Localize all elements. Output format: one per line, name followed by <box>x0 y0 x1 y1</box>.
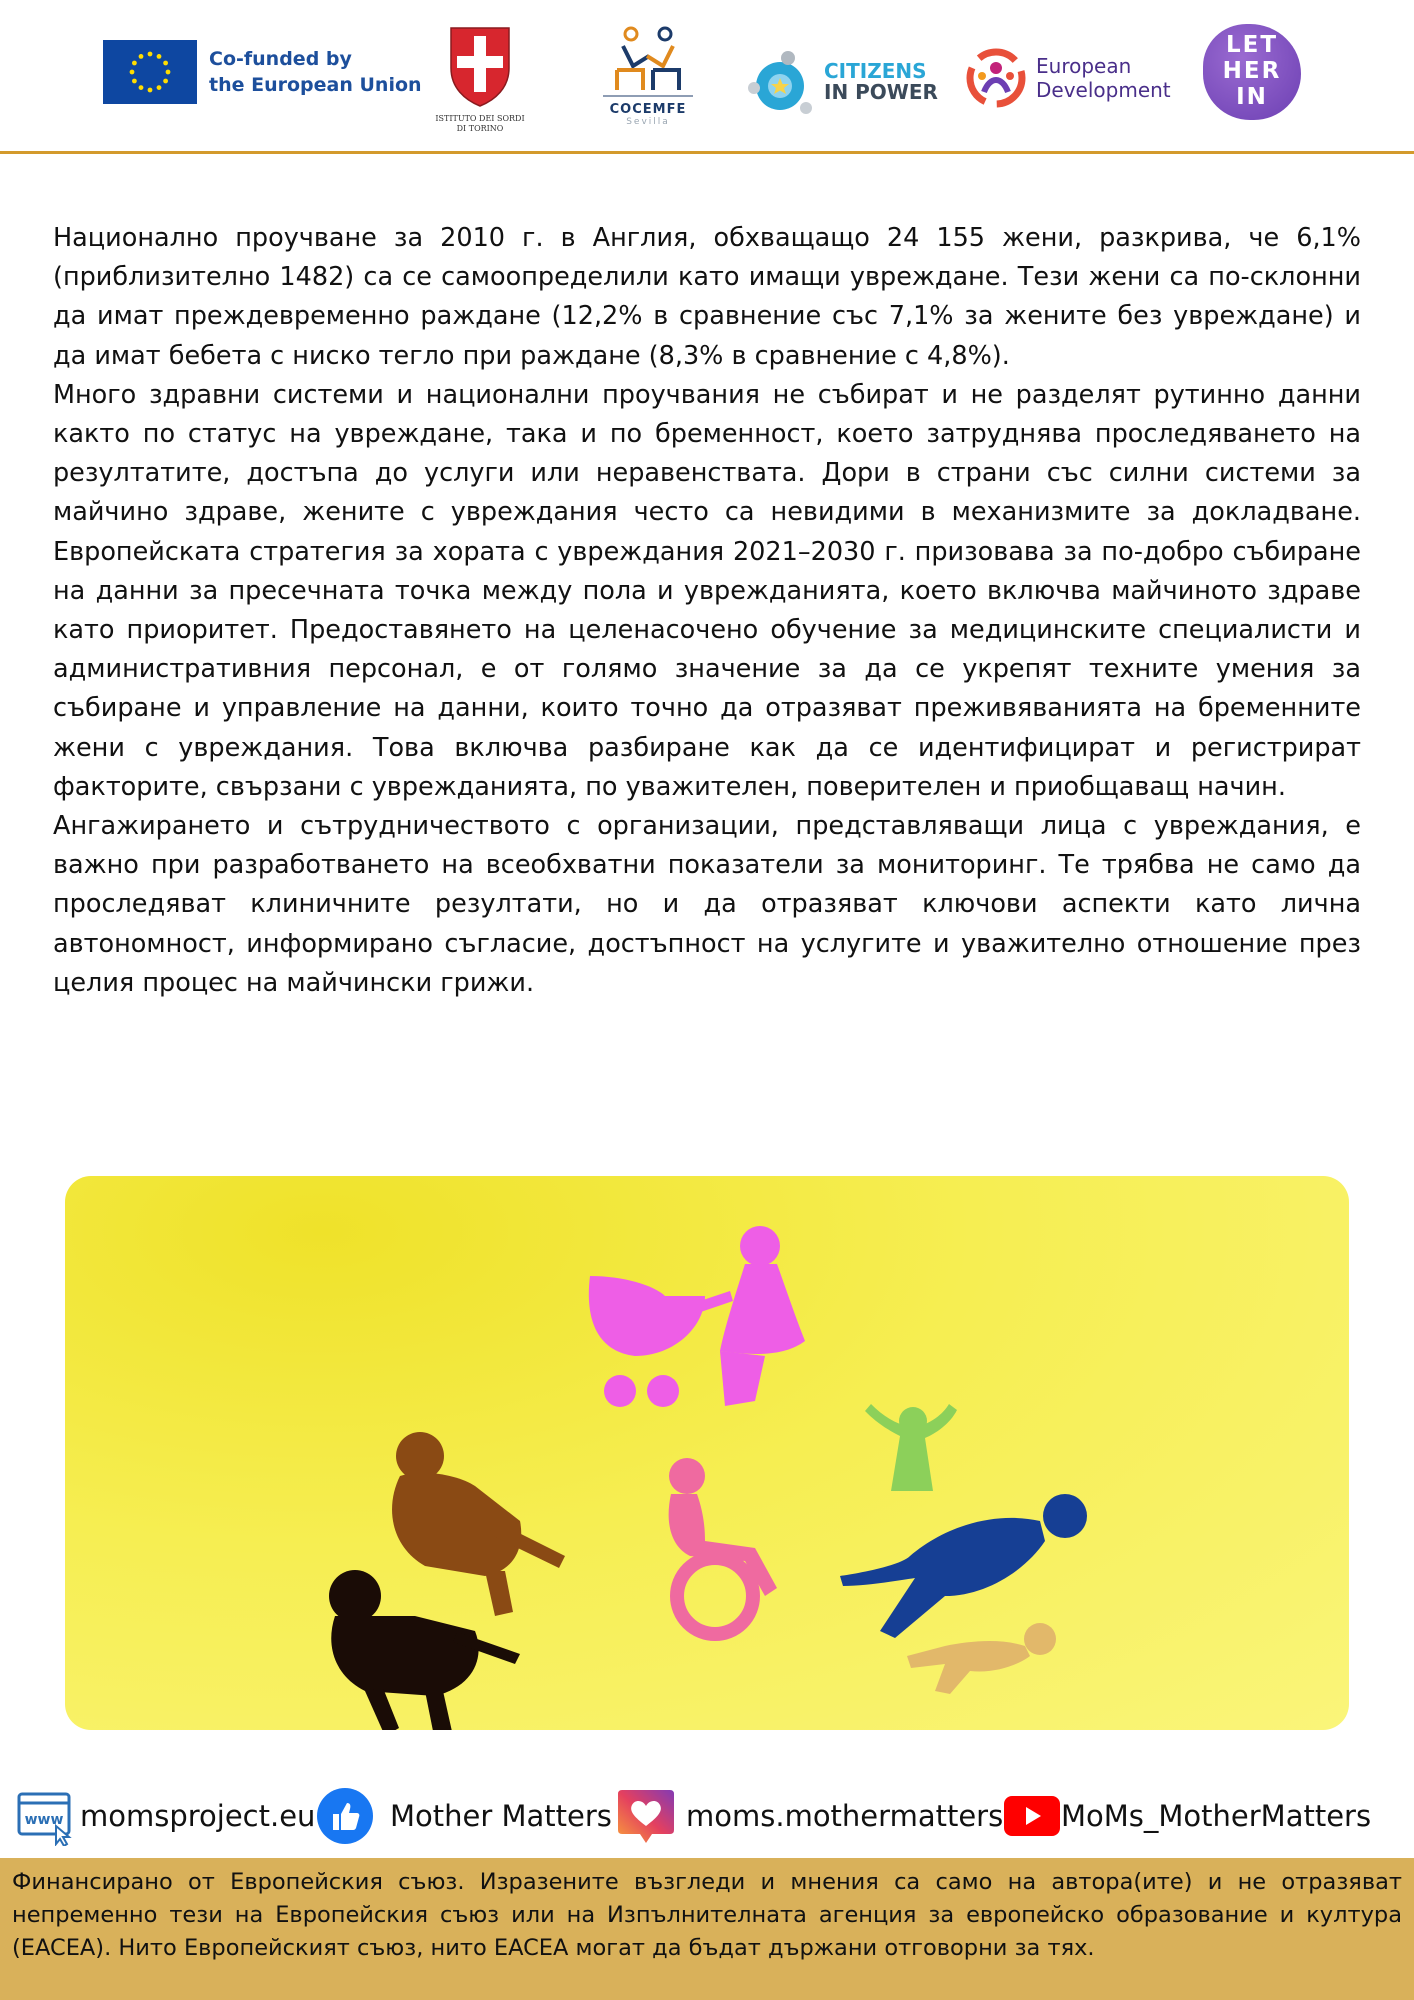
disclaimer-text: Финансирано от Европейския съюз. Изразените възгледи и мнения са само на автора(ите) и не отразяват непременно тези на Европейския съюз или на Изпълнителната агенция за европейско образование и култура (EACEA). Нито Европейският съюз, нито EACEA могат да бъдат държани отговорни за тях. <box>12 1869 1402 1961</box>
citizens-in-power-logo <box>744 46 938 118</box>
cocemfe-name: COCEMFE <box>609 102 687 117</box>
eu-logo-text-line2: the European Union <box>209 74 422 96</box>
website-label: momsproject.eu <box>80 1799 316 1833</box>
let-her-in-logo <box>1203 24 1301 120</box>
instagram-label: moms.mothermatters <box>686 1799 1004 1833</box>
main-content <box>53 219 1361 1003</box>
red-cross-shield-icon <box>445 22 515 108</box>
mother-with-stroller-figure <box>589 1226 805 1407</box>
eu-disclaimer-footer <box>0 1858 1414 2000</box>
www-browser-icon <box>16 1786 76 1846</box>
torino-caption-line1: ISTITUTO DEI SORDI <box>435 114 525 123</box>
youtube-play-icon <box>1003 1794 1061 1838</box>
eudev-line1: European <box>1036 54 1132 78</box>
citizens-line1: CITIZENS <box>824 59 927 83</box>
small-tan-figure <box>907 1623 1056 1694</box>
youtube-link[interactable] <box>1003 1786 1371 1846</box>
facebook-label: Mother Matters <box>390 1799 612 1833</box>
two-people-handshake-icon <box>603 26 693 98</box>
paragraph-engagement: Ангажирането и сътрудничеството с организации, представляващи лица с увреждания, е важно при разработването на всеобхватни показатели за мониторинг. Те трябва не само да проследяват клиничните резултати, но и да отразяват ключови аспекти като лична автономност, информирано съгласие, достъпност на услугите и уважително отношение през целия процес на майчински грижи. <box>53 811 1361 998</box>
eudev-line2: Development <box>1036 78 1171 102</box>
european-development-logo <box>964 46 1171 110</box>
colorful-people-circle-icon <box>964 46 1028 110</box>
citizens-globe-icon <box>744 46 816 118</box>
citizens-line2: IN POWER <box>824 80 938 104</box>
paragraph-health-systems: Много здравни системи и национални проучвания не събират и не разделят рутинно данни както по статус на увреждане, така и по бременност, което затруднява проследяването на резултатите, достъпа до услуги или неравенствата. Дори в страни със силни системи за майчино здраве, жените с увреждания често са невидими в механизмите за докладване. Европейската стратегия за хората с увреждания 2021–2030 г. призовава за по-добро събиране на данни за пресечната точка между пола и уврежданията, което включва майчиното здраве като приоритет. Предоставянето на целенасочено обучение за медицинските специалисти и административния персонал, е от голямо значение за да се укрепят техните умения за събиране и управление на данни, които точно да отразяват преживяванията на бременните жени с увреждания. Това включва разбиране как да се идентифицират и регистрират факторите, свързани с уврежданията, по уважителен, поверителен и приобщаващ начин. <box>53 379 1361 802</box>
facebook-like-icon <box>316 1787 374 1845</box>
paper-cutout-figures-image <box>65 1176 1349 1730</box>
cocemfe-logo <box>592 26 704 127</box>
instagram-link[interactable] <box>616 1786 1003 1846</box>
instagram-heart-icon <box>616 1786 676 1846</box>
istituto-sordi-torino-logo <box>430 22 530 134</box>
torino-caption-line2: DI TORINO <box>456 124 504 133</box>
eu-logo-text-line1: Co-funded by <box>209 48 352 70</box>
paragraph-survey: Национално проучване за 2010 г. в Англия, обхващащо 24 155 жени, разкрива, че 6,1% (приблизително 1482) са се самоопределили като имащи увреждане. Тези жени са по-склонни да имат преждевременно раждане (12,2% в сравнение със 7,1% за жените без увреждане) и да имат бебета с ниско тегло при раждане (8,3% в сравнение с 4,8%). <box>53 223 1361 371</box>
elderly-figure <box>392 1432 565 1616</box>
eu-flag-icon <box>103 40 197 104</box>
cocemfe-city: Sevilla <box>626 117 670 127</box>
lether-line2: HER <box>1222 58 1282 84</box>
wheelchair-user-figure <box>669 1458 777 1634</box>
facebook-link[interactable] <box>316 1786 612 1846</box>
child-figure <box>865 1404 957 1491</box>
paper-cutout-figures-icon <box>65 1176 1349 1730</box>
lether-line1: LET <box>1225 32 1279 58</box>
youtube-label: MoMs_MotherMatters <box>1061 1799 1372 1833</box>
social-links-bar <box>0 1786 1414 1846</box>
page-header <box>0 0 1414 154</box>
eu-cofunded-logo <box>103 40 422 104</box>
website-link[interactable] <box>16 1786 315 1846</box>
lying-person-figure <box>840 1494 1087 1638</box>
svg-text:www: www <box>24 1812 64 1828</box>
lether-line3: IN <box>1236 84 1268 110</box>
